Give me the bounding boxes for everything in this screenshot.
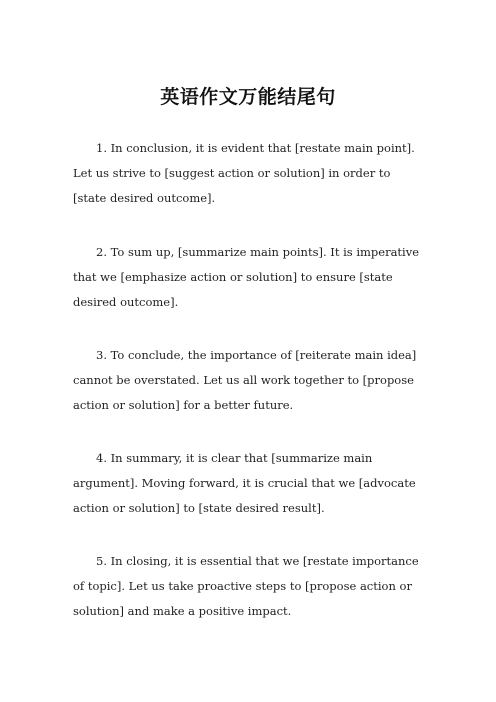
document-title: 英语作文万能结尾句: [160, 86, 336, 108]
paragraph-1: 1. In conclusion, it is evident that [restate main point]. Let us strive to [suggest action or solution] in order to [state desired outcome].: [73, 141, 415, 205]
paragraph-5: 5. In closing, it is essential that we [restate importance of topic]. Let us take proactive steps to [propose action or solution] and make a positive impact.: [73, 554, 419, 618]
paragraph-3: 3. To conclude, the importance of [reiterate main idea] cannot be overstated. Let us all work together to [propose action or solution] for a better future.: [73, 348, 417, 412]
paragraph-2: 2. To sum up, [summarize main points]. It is imperative that we [emphasize action or solution] to ensure [state desired outcome].: [73, 245, 420, 309]
paragraph-4: 4. In summary, it is clear that [summarize main argument]. Moving forward, it is crucial that we [advocate action or solution] to [state desired result].: [73, 451, 416, 515]
